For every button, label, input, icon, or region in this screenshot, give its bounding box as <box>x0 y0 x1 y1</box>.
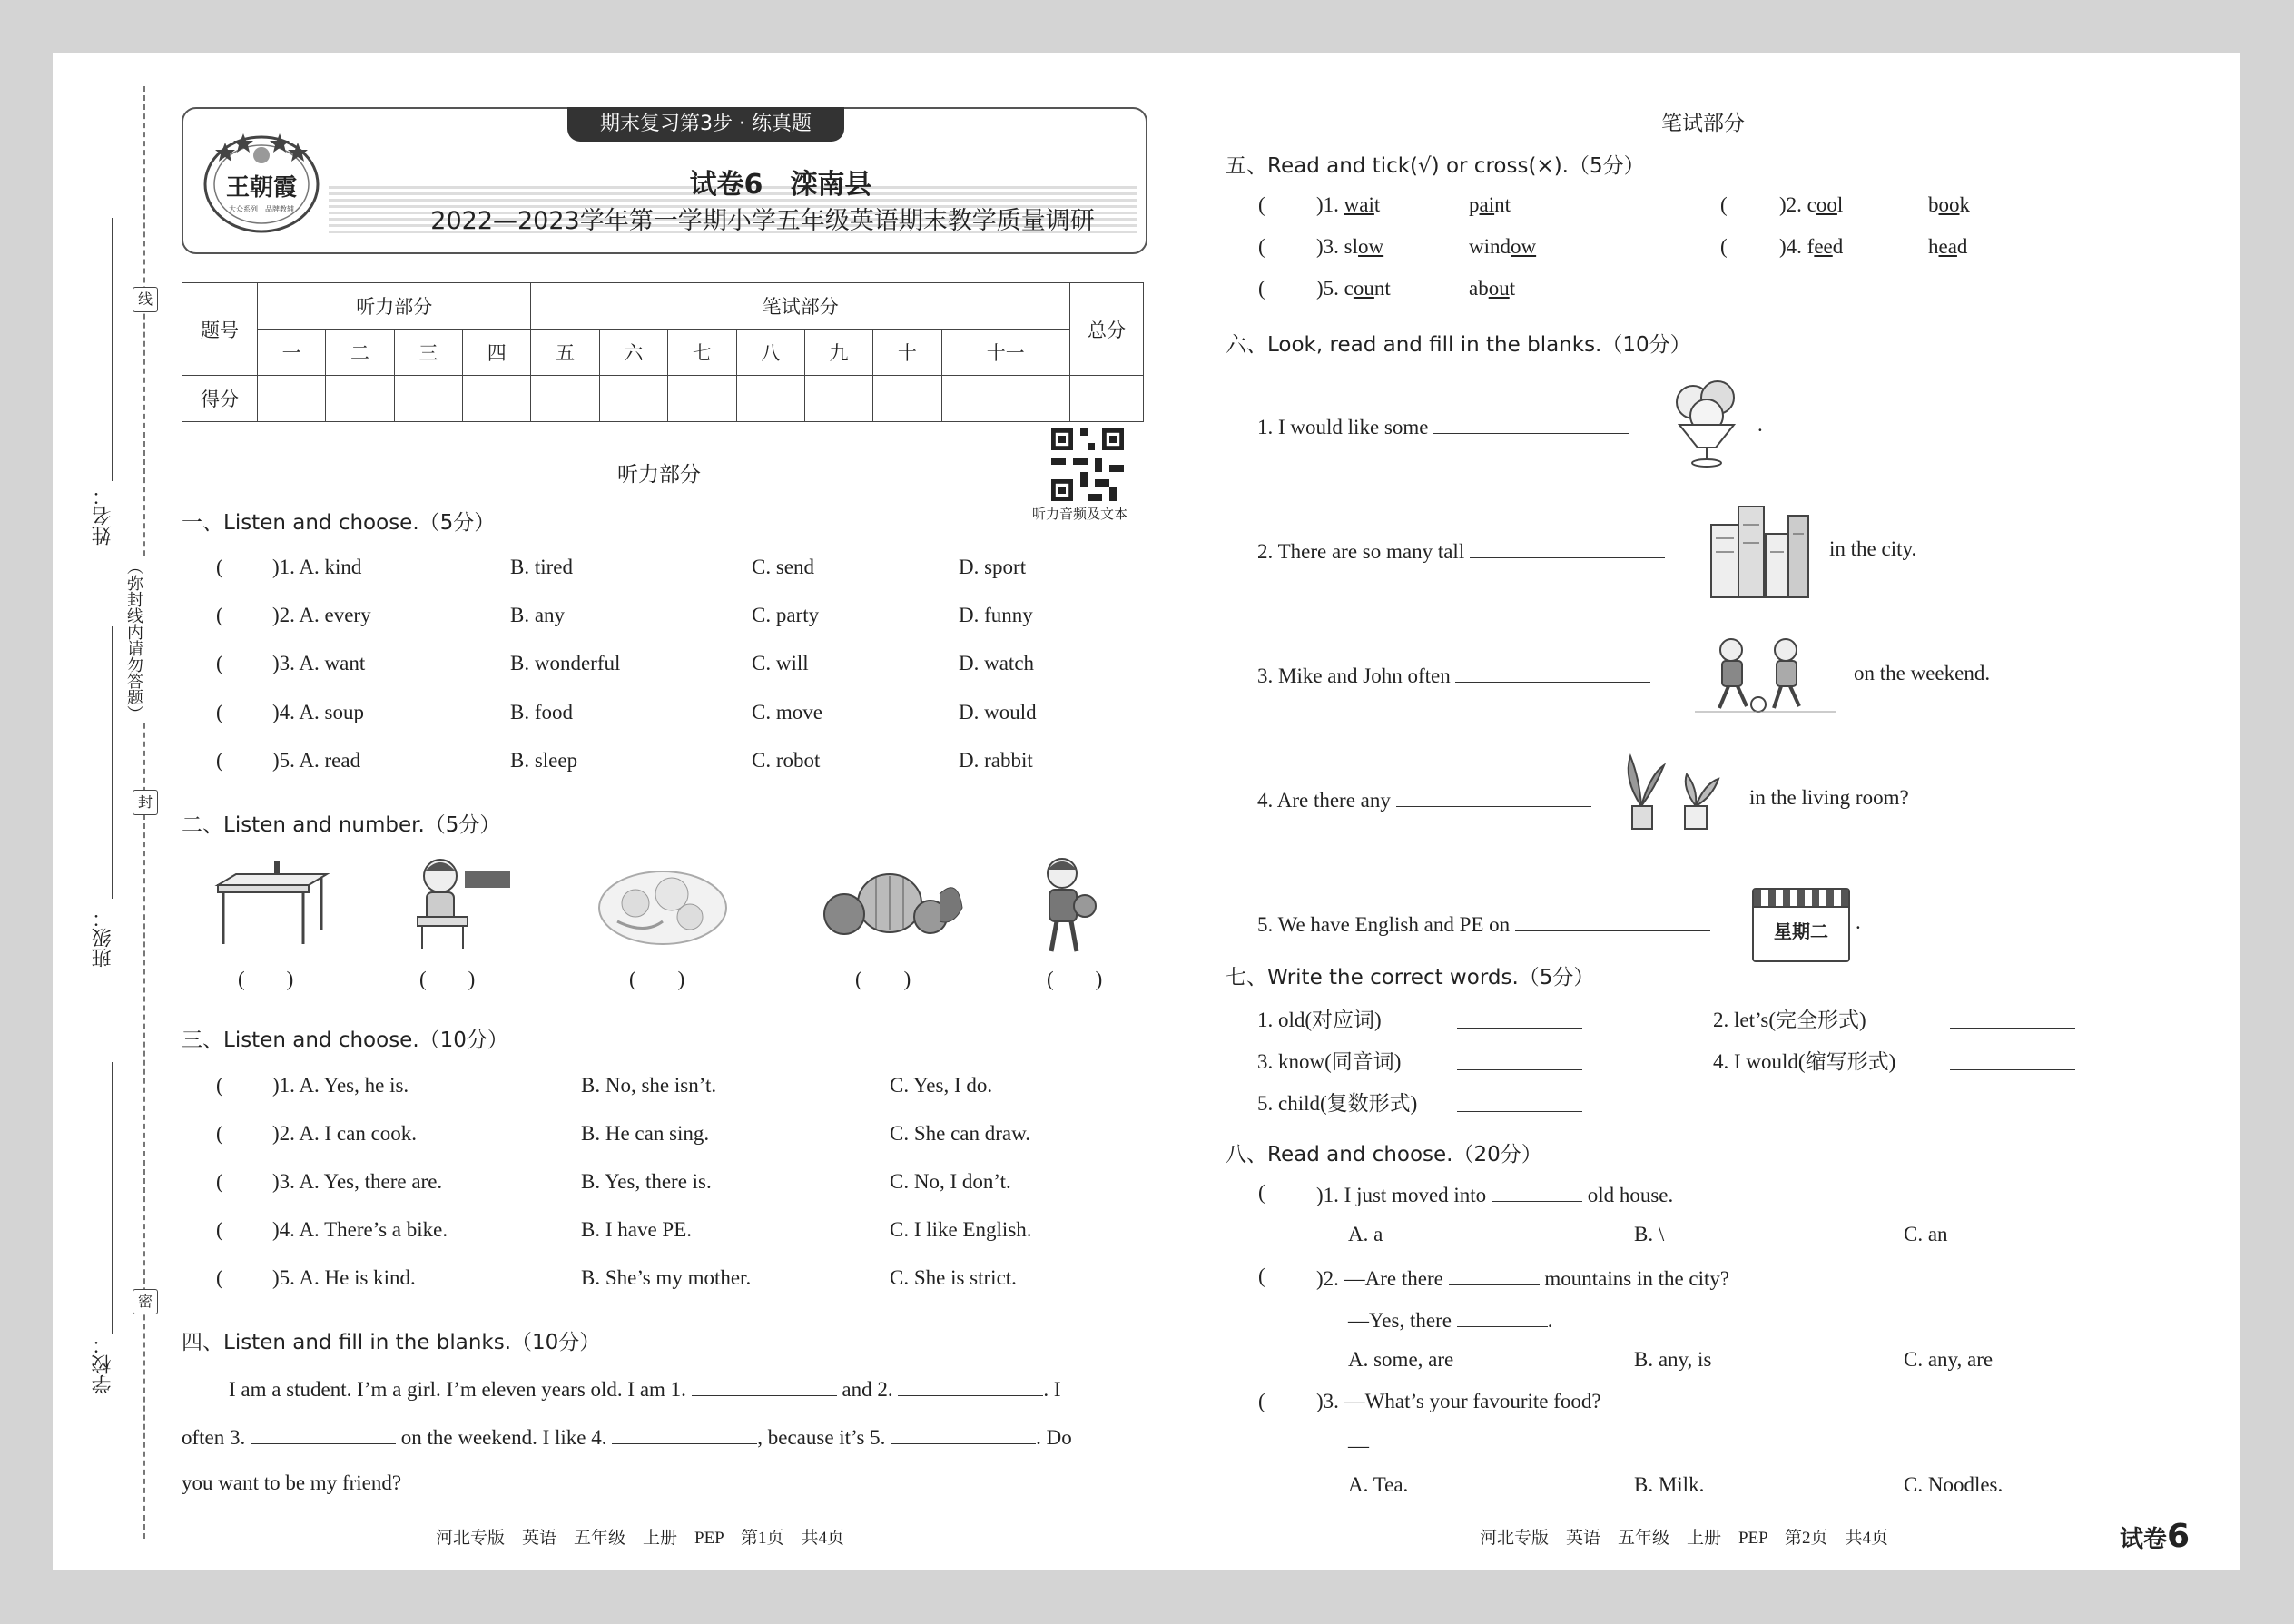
school-label: 学校： <box>92 1334 114 1394</box>
q1-item: )4. A. soup <box>272 701 364 723</box>
q6-sentence-4: 4. Are there any <box>1257 786 1591 812</box>
footer-left: 河北专版 英语 五年级 上册 PEP 第1页 共4页 <box>436 1529 845 1548</box>
q8-item-2: )2. —Are there mountains in the city? <box>1316 1265 1729 1291</box>
col-header: 七 <box>668 330 736 376</box>
q8-option: C. an <box>1904 1223 1948 1245</box>
q7-item: 2. let’s(完全形式) <box>1713 1009 1866 1031</box>
q3-option: C. No, I don’t. <box>890 1170 1011 1193</box>
q8-title: 八、Read and choose.（20分） <box>1226 1143 1542 1166</box>
col-header: 十 <box>873 330 941 376</box>
q4-blank-4[interactable] <box>612 1423 757 1444</box>
q6-sentence-1: 1. I would like some <box>1257 413 1629 439</box>
col-header: 五 <box>531 330 599 376</box>
q8-blank-1[interactable] <box>1492 1181 1582 1202</box>
q7-item: 3. know(同音词) <box>1257 1050 1402 1073</box>
q3-item: )2. A. I can cook. <box>272 1122 418 1145</box>
q1-option: B. any <box>510 604 566 626</box>
q7-item: 1. old(对应词) <box>1257 1009 1382 1031</box>
score-label: 得分 <box>182 376 258 422</box>
q3-option: B. I have PE. <box>581 1218 693 1241</box>
col-header: 六 <box>599 330 667 376</box>
score-cell[interactable] <box>736 376 804 422</box>
q8-item-1: )1. I just moved into old house. <box>1316 1181 1673 1207</box>
svg-text:大众系列 品牌教辅: 大众系列 品牌教辅 <box>229 205 294 213</box>
q3-option: C. I like English. <box>890 1218 1032 1241</box>
vegetables-picture <box>812 858 967 949</box>
calendar-card <box>1752 888 1850 962</box>
q4-line3: you want to be my friend? <box>182 1471 402 1494</box>
q4-blank-1[interactable] <box>692 1375 837 1396</box>
q3-option: C. She is strict. <box>890 1266 1017 1289</box>
q8-item-3-reply: — <box>1348 1432 1440 1458</box>
answer-paren[interactable]: ( <box>216 556 223 578</box>
q4-blank-5[interactable] <box>891 1423 1036 1444</box>
writing-header: 笔试部分 <box>531 283 1070 330</box>
q1-option: C. send <box>752 556 814 578</box>
q1-option: C. will <box>752 652 809 674</box>
q5-item: )5. count <box>1316 277 1391 300</box>
q8-blank-4[interactable] <box>1369 1432 1440 1452</box>
qr-caption: 听力音频及文本 <box>1032 506 1128 522</box>
q8-option: B. Milk. <box>1634 1473 1705 1496</box>
q1-option: C. party <box>752 604 820 626</box>
q6-end-2: in the city. <box>1829 537 1917 560</box>
score-cell[interactable] <box>258 376 326 422</box>
q5-title: 五、Read and tick(√) or cross(×).（5分） <box>1226 154 1645 178</box>
seal-feng: 封 <box>133 790 158 815</box>
q7-title: 七、Write the correct words.（5分） <box>1226 966 1595 989</box>
q1-option: C. robot <box>752 749 821 772</box>
q1-option: C. move <box>752 701 822 723</box>
q5-word: window <box>1469 235 1537 258</box>
score-cell[interactable] <box>804 376 872 422</box>
q5-word: paint <box>1469 193 1511 216</box>
answer-paren[interactable]: ( <box>216 749 223 772</box>
answer-paren[interactable]: ( <box>216 1170 223 1193</box>
class-label: 班级： <box>92 908 114 968</box>
q5-item: )3. slow <box>1316 235 1384 258</box>
q8-option: A. Tea. <box>1348 1473 1409 1496</box>
score-cell[interactable] <box>463 376 531 422</box>
score-cell[interactable] <box>531 376 599 422</box>
calendar-day: 星期二 <box>1774 920 1828 942</box>
school-line <box>112 1062 113 1334</box>
q5-word: about <box>1469 277 1516 300</box>
col-header: 一 <box>258 330 326 376</box>
q8-item-3: )3. —What’s your favourite food? <box>1316 1390 1601 1412</box>
score-cell[interactable] <box>873 376 941 422</box>
q3-option: C. She can draw. <box>890 1122 1030 1145</box>
q3-item: )5. A. He is kind. <box>272 1266 416 1289</box>
answer-paren[interactable]: ( <box>216 604 223 626</box>
answer-paren[interactable]: ( <box>1258 235 1265 258</box>
q4-blank-3[interactable] <box>251 1423 396 1444</box>
score-cell[interactable] <box>941 376 1069 422</box>
score-cell[interactable] <box>394 376 462 422</box>
answer-paren[interactable]: ( <box>216 1074 223 1097</box>
q4-blank-2[interactable] <box>898 1375 1043 1396</box>
boy-basketball-picture <box>1035 853 1108 958</box>
calendar-rings <box>1754 890 1848 908</box>
q5-word: head <box>1928 235 1968 258</box>
q8-option: C. Noodles. <box>1904 1473 2004 1496</box>
q7-blank-2[interactable] <box>1950 1008 2075 1029</box>
q1-option: D. would <box>959 701 1037 723</box>
q1-option: D. sport <box>959 556 1027 578</box>
score-cell[interactable] <box>668 376 736 422</box>
brand-logo <box>198 123 325 236</box>
answer-paren[interactable]: ( <box>1258 1265 1265 1287</box>
score-row-label: 题号 <box>182 283 258 376</box>
answer-paren[interactable]: ( <box>1258 1181 1265 1204</box>
answer-paren[interactable]: ( <box>216 701 223 723</box>
q1-option: B. sleep <box>510 749 578 772</box>
q6-title: 六、Look, read and fill in the blanks.（10分） <box>1226 333 1691 357</box>
total-header: 总分 <box>1070 283 1144 376</box>
q8-option: A. some, are <box>1348 1348 1454 1371</box>
answer-paren[interactable]: ( <box>216 1266 223 1289</box>
q6-blank-5[interactable] <box>1515 910 1710 931</box>
paper-subtitle: 2022—2023学年第一学期小学五年级英语期末教学质量调研 <box>430 207 1095 235</box>
answer-paren[interactable]: ( ) <box>1047 968 1103 990</box>
answer-paren[interactable]: ( ) <box>419 968 476 990</box>
q3-option: B. He can sing. <box>581 1122 710 1145</box>
q8-option: B. any, is <box>1634 1348 1712 1371</box>
q1-item: )5. A. read <box>272 749 361 772</box>
answer-paren[interactable]: ( <box>1258 277 1265 300</box>
answer-paren[interactable]: ( ) <box>855 968 911 990</box>
q3-option: C. Yes, I do. <box>890 1074 993 1097</box>
q1-item: )3. A. want <box>272 652 366 674</box>
q8-blank-3[interactable] <box>1457 1306 1548 1327</box>
col-header: 九 <box>804 330 872 376</box>
q8-option: C. any, are <box>1904 1348 1994 1371</box>
q1-option: D. funny <box>959 604 1033 626</box>
q7-blank-3[interactable] <box>1457 1049 1582 1070</box>
seal-mi: 密 <box>133 1289 158 1314</box>
answer-paren[interactable]: ( <box>1720 193 1728 216</box>
q1-option: B. wonderful <box>510 652 621 674</box>
q1-item: )2. A. every <box>272 604 371 626</box>
score-cell[interactable] <box>599 376 667 422</box>
q3-item: )3. A. Yes, there are. <box>272 1170 443 1193</box>
table-picture <box>209 858 336 949</box>
q1-option: D. watch <box>959 652 1035 674</box>
q5-word: book <box>1928 193 1970 216</box>
boys-football-picture <box>1690 634 1840 715</box>
q3-option: B. She’s my mother. <box>581 1266 752 1289</box>
q6-sentence-3: 3. Mike and John often <box>1257 662 1650 688</box>
col-header: 四 <box>463 330 531 376</box>
writing-title: 笔试部分 <box>1661 112 1745 135</box>
q3-option: B. Yes, there is. <box>581 1170 712 1193</box>
footer-right: 河北专版 英语 五年级 上册 PEP 第2页 共4页 <box>1480 1529 1889 1548</box>
q6-end-3: on the weekend. <box>1854 662 1991 684</box>
buildings-picture <box>1702 497 1816 602</box>
name-label: 姓名： <box>92 486 114 546</box>
food-picture <box>590 853 735 953</box>
q7-blank-5[interactable] <box>1457 1091 1582 1112</box>
q3-item: )4. A. There’s a bike. <box>272 1218 448 1241</box>
q1-item: )1. A. kind <box>272 556 362 578</box>
q7-blank-1[interactable] <box>1457 1008 1582 1029</box>
q8-option: A. a <box>1348 1223 1383 1245</box>
q6-blank-3[interactable] <box>1455 662 1650 683</box>
q6-end-4: in the living room? <box>1749 786 1909 809</box>
col-header: 三 <box>394 330 462 376</box>
q1-option: B. food <box>510 701 573 723</box>
col-header: 十一 <box>941 330 1069 376</box>
q6-blank-4[interactable] <box>1396 786 1591 807</box>
answer-paren[interactable]: ( ) <box>238 968 294 990</box>
q5-item: )1. wait <box>1316 193 1381 216</box>
q7-item: 5. child(复数形式) <box>1257 1092 1418 1115</box>
q6-sentence-2: 2. There are so many tall <box>1257 537 1665 564</box>
header-tab: 期末复习第3步 · 练真题 <box>567 107 844 142</box>
col-header: 八 <box>736 330 804 376</box>
qr-code[interactable] <box>1051 428 1124 501</box>
q7-item: 4. I would(缩写形式) <box>1713 1050 1896 1073</box>
q8-blank-2[interactable] <box>1449 1265 1540 1285</box>
q1-title: 一、Listen and choose.（5分） <box>182 511 496 535</box>
ice-cream-picture <box>1661 370 1752 470</box>
seal-xian: 线 <box>133 287 158 312</box>
svg-text:王朝霞: 王朝霞 <box>225 174 298 202</box>
q3-item: )1. A. Yes, he is. <box>272 1074 409 1097</box>
q5-item: )4. feed <box>1779 235 1844 258</box>
answer-paren[interactable]: ( <box>1258 1390 1265 1412</box>
q1-option: B. tired <box>510 556 573 578</box>
name-line <box>112 218 113 481</box>
q6-blank-2[interactable] <box>1470 537 1665 558</box>
listening-header: 听力部分 <box>258 283 531 330</box>
answer-paren[interactable]: ( <box>216 1218 223 1241</box>
q6-sentence-5: 5. We have English and PE on <box>1257 910 1710 937</box>
q6-end-5: . <box>1856 910 1861 933</box>
answer-paren[interactable]: ( <box>216 652 223 674</box>
q4-line1: I am a student. I’m a girl. I’m eleven years old. I am 1. and 2. . I <box>229 1375 1061 1402</box>
plants-picture <box>1614 752 1732 838</box>
q4-line2: often 3. on the weekend. I like 4. , because it’s 5. . Do <box>182 1423 1072 1450</box>
q2-title: 二、Listen and number.（5分） <box>182 813 501 837</box>
q5-item: )2. cool <box>1779 193 1844 216</box>
score-cell[interactable] <box>326 376 394 422</box>
q7-blank-4[interactable] <box>1950 1049 2075 1070</box>
score-cell[interactable] <box>1070 376 1144 422</box>
listening-title: 听力部分 <box>617 463 701 487</box>
answer-paren[interactable]: ( ) <box>629 968 685 990</box>
boy-desk-picture <box>409 853 517 953</box>
q8-item-2-reply: —Yes, there . <box>1348 1306 1552 1333</box>
answer-paren[interactable]: ( <box>216 1122 223 1145</box>
q6-blank-1[interactable] <box>1433 413 1629 434</box>
q6-end-1: . <box>1757 413 1763 436</box>
q4-title: 四、Listen and fill in the blanks.（10分） <box>182 1331 601 1354</box>
score-table <box>182 282 1144 422</box>
seal-notice: （弥封线内请勿答题） <box>122 558 145 722</box>
q3-option: B. No, she isn’t. <box>581 1074 717 1097</box>
col-header: 二 <box>326 330 394 376</box>
class-line <box>112 626 113 899</box>
paper-title: 试卷6 滦南县 <box>689 169 872 201</box>
answer-paren[interactable]: ( <box>1720 235 1728 258</box>
answer-paren[interactable]: ( <box>1258 193 1265 216</box>
q3-title: 三、Listen and choose.（10分） <box>182 1029 508 1052</box>
paper-number: 试卷6 <box>2120 1518 2191 1555</box>
q8-option: B. \ <box>1634 1223 1665 1245</box>
q1-option: D. rabbit <box>959 749 1033 772</box>
